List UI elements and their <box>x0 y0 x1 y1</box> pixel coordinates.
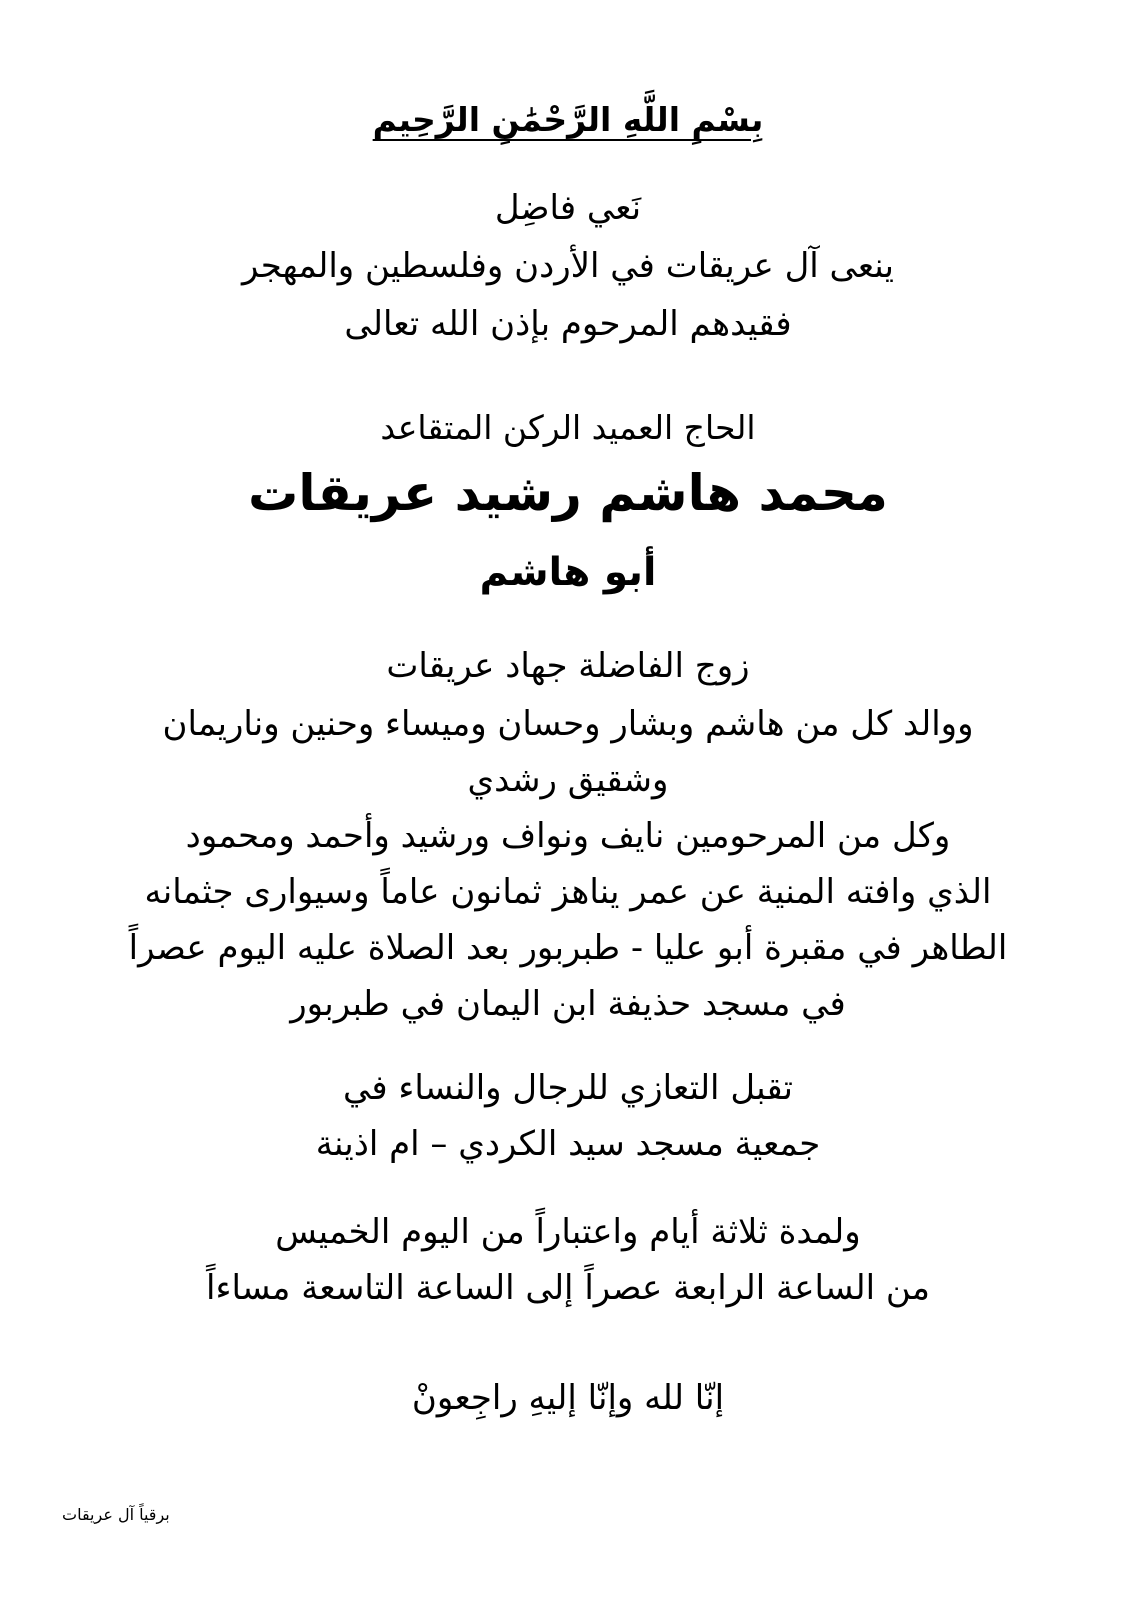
family-line-1: زوج الفاضلة جهاد عريقات <box>386 646 750 686</box>
family-line-4: وكل من المرحومين نايف ونواف ورشيد وأحمد ومحمود <box>185 816 951 856</box>
footer-signature: برقياً آل عريقات <box>62 1505 170 1524</box>
deceased-nickname: أبو هاشم <box>479 550 657 595</box>
deceased-rank: الحاج العميد الركن المتقاعد <box>380 408 756 447</box>
family-line-6: الطاهر في مقبرة أبو عليا - طبربور بعد الصلاة عليه اليوم عصراً <box>128 928 1008 968</box>
family-line-3: وشقيق رشدي <box>467 760 669 800</box>
family-line-5: الذي وافته المنية عن عمر يناهز ثمانون عاماً وسيوارى جثمانه <box>144 872 992 912</box>
announcement-heading: نَعي فاضِل <box>494 188 642 228</box>
duration-line-2: من الساعة الرابعة عصراً إلى الساعة التاسعة مساءاً <box>206 1268 930 1308</box>
closing-verse: إنّا لله وإنّا إليهِ راجِعونْ <box>411 1378 725 1418</box>
condolences-line-2: جمعية مسجد سيد الكردي – ام اذينة <box>315 1124 821 1164</box>
announcement-line-1: ينعى آل عريقات في الأردن وفلسطين والمهجر <box>241 246 895 286</box>
family-line-7: في مسجد حذيفة ابن اليمان في طبربور <box>290 984 846 1024</box>
basmala-heading: بِسْمِ اللَّهِ الرَّحْمَٰنِ الرَّحِيم <box>372 100 764 139</box>
announcement-line-2: فقيدهم المرحوم بإذن الله تعالى <box>344 304 792 344</box>
duration-line-1: ولمدة ثلاثة أيام واعتباراً من اليوم الخميس <box>275 1212 861 1252</box>
family-line-2: ووالد كل من هاشم وبشار وحسان وميساء وحنين وناريمان <box>162 704 974 744</box>
condolences-line-1: تقبل التعازي للرجال والنساء في <box>343 1068 793 1108</box>
deceased-name: محمد هاشم رشيد عريقات <box>248 464 888 522</box>
